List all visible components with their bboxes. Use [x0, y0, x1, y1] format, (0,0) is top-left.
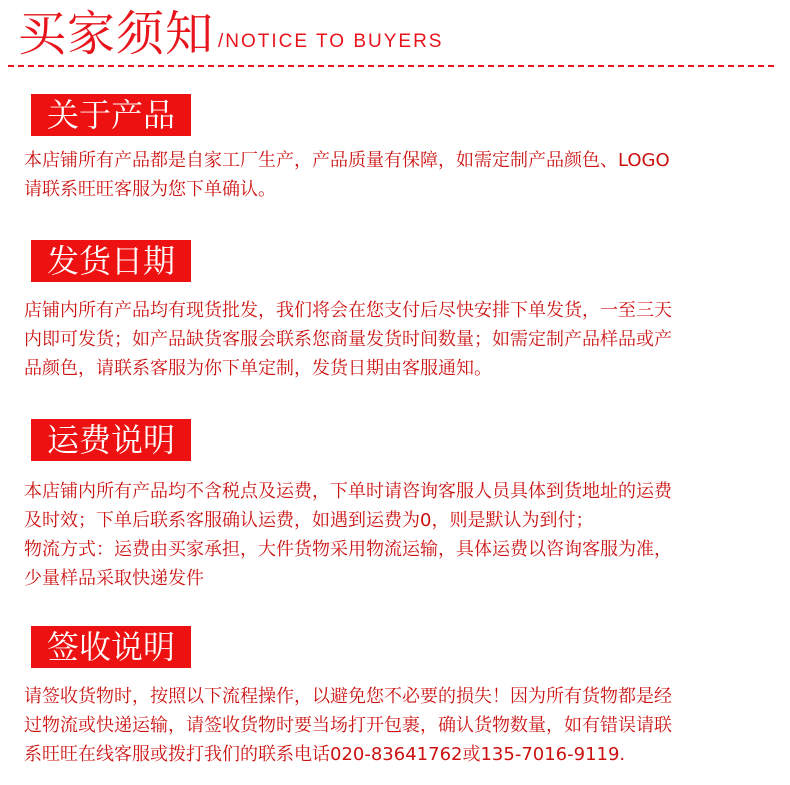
paragraph-line: 物流方式：运费由买家承担，大件货物采用物流运输，具体运费以咨询客服为准，	[24, 539, 672, 560]
header-divider	[8, 65, 774, 67]
page-header	[18, 2, 443, 62]
section-body-shipping-date	[24, 296, 770, 383]
section-body-shipping-fees	[24, 477, 770, 593]
paragraph-line: 本店铺所有产品都是自家工厂生产，产品质量有保障，如需定制产品颜色、LOGO	[24, 150, 670, 171]
section-label-receipt: 签收说明	[31, 626, 191, 668]
paragraph-line: 请签收货物时，按照以下流程操作，以避免您不必要的损失！因为所有货物都是经	[24, 686, 672, 707]
section-label-about-products: 关于产品	[31, 94, 191, 136]
section-label-shipping-date: 发货日期	[31, 240, 191, 282]
page-subtitle: /NOTICE TO BUYERS	[218, 31, 444, 52]
page-title: 买家须知	[18, 6, 215, 62]
paragraph-line: 系旺旺在线客服或拨打我们的联系电话020-83641762或135-7016-9119.	[24, 744, 626, 765]
paragraph-line: 请联系旺旺客服为您下单确认。	[24, 179, 276, 200]
paragraph-line: 本店铺内所有产品均不含税点及运费，下单时请咨询客服人员具体到货地址的运费	[24, 481, 672, 502]
section-body-receipt	[24, 682, 770, 769]
paragraph-line: 店铺内所有产品均有现货批发，我们将会在您支付后尽快安排下单发货，一至三天	[24, 300, 672, 321]
paragraph-line: 内即可发货；如产品缺货客服会联系您商量发货时间数量；如需定制产品样品或产	[24, 329, 672, 350]
section-body-about-products	[24, 146, 770, 204]
section-label-shipping-fees: 运费说明	[31, 419, 191, 461]
paragraph-line: 品颜色，请联系客服为你下单定制，发货日期由客服通知。	[24, 358, 492, 379]
paragraph-line: 及时效；下单后联系客服确认运费，如遇到运费为0，则是默认为到付；	[24, 510, 594, 531]
paragraph-line: 过物流或快递运输，请签收货物时要当场打开包裹，确认货物数量，如有错误请联	[24, 715, 672, 736]
paragraph-line: 少量样品采取快递发件	[24, 568, 204, 589]
